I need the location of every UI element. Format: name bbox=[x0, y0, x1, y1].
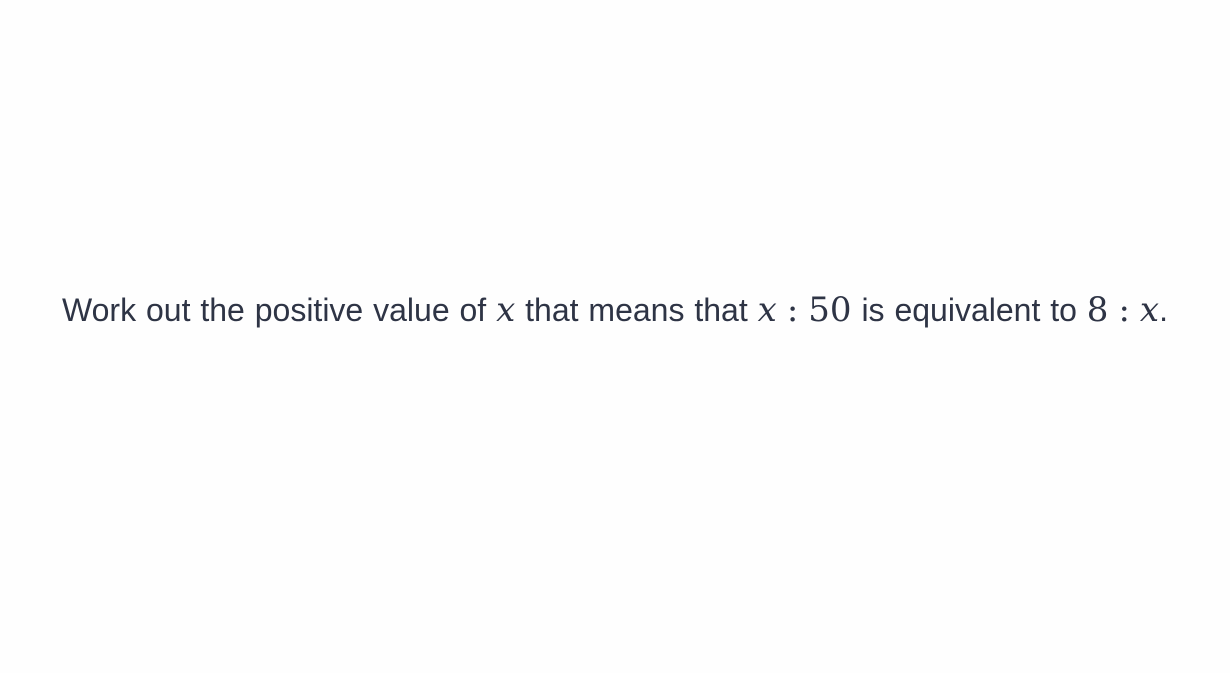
math-variable-x: x bbox=[496, 290, 516, 330]
math-ratio-x-to-50 bbox=[758, 290, 852, 330]
question-text-end: . bbox=[1159, 292, 1168, 328]
ratio-2-left: 8 bbox=[1086, 290, 1109, 330]
ratio-1-right: 50 bbox=[808, 290, 852, 330]
math-ratio-8-to-x bbox=[1087, 290, 1159, 330]
ratio-2-right: x bbox=[1139, 290, 1160, 330]
question-text-part-2: that means that bbox=[515, 292, 758, 328]
question-text-part-3: is equivalent to bbox=[851, 292, 1087, 328]
question-text bbox=[30, 282, 1200, 338]
ratio-2-separator: : bbox=[1118, 290, 1130, 330]
ratio-1-left: x bbox=[757, 290, 777, 330]
ratio-1-separator: : bbox=[786, 290, 799, 330]
question-text-part-1: Work out the positive value of bbox=[62, 292, 497, 328]
